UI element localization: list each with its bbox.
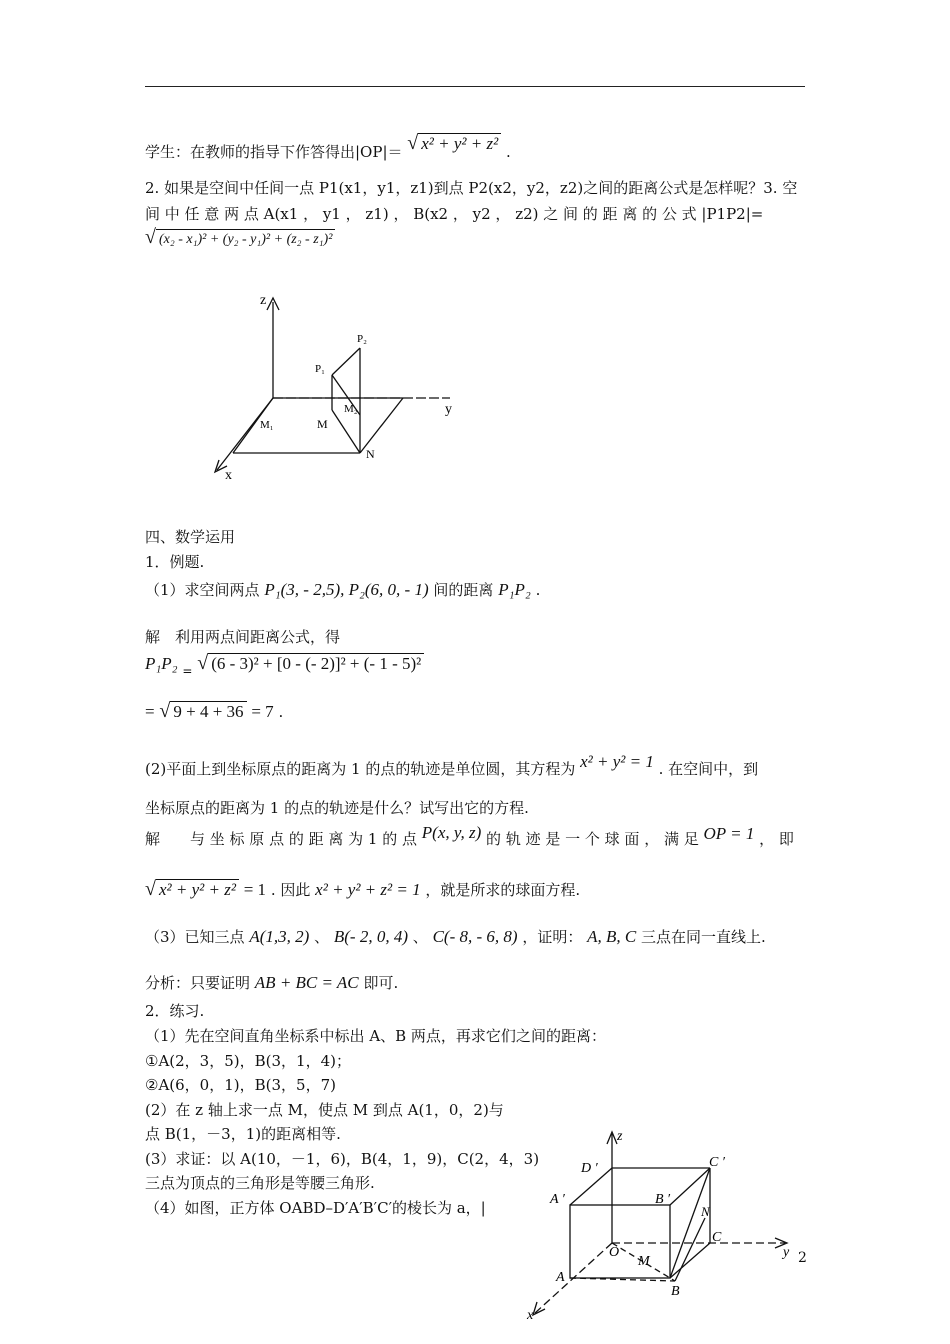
solution-1-result: = √ 9 + 4 + 36 = 7 . — [145, 700, 284, 722]
cube-y-label: y — [783, 1245, 790, 1260]
practice-2b: 点 B(1，－3，1)的距离相等. — [145, 1125, 341, 1143]
cube-x-label: x — [527, 1308, 534, 1323]
solution-1-lead: 解 利用两点间距离公式，得 — [145, 628, 341, 646]
question-2-line1: 2. 如果是空间中任间一点 P1(x1，y1，z1)到点 P2(x2，y2，z2)之间的距离公式是怎样呢？3. 空 — [145, 179, 798, 197]
point-p1-label: P₁ — [315, 363, 325, 375]
example-heading: 1．例题. — [145, 553, 205, 571]
vertex-b-prime-label: B ′ — [655, 1192, 671, 1207]
practice-heading: 2．练习. — [145, 1002, 205, 1020]
vertex-b-label: B — [671, 1284, 680, 1299]
cube-z-label: z — [617, 1129, 623, 1144]
z-axis-label: z — [260, 293, 267, 308]
point-p2-label: P₂ — [357, 333, 367, 345]
question-2-line2: 间 中 任 意 两 点 A(x1 ， y1 ， z1) ， B(x2 ， y2 ， z2) 之 间 的 距 离 的 公 式 |P1P2|= — [145, 205, 764, 223]
vertex-c-label: C — [712, 1230, 722, 1245]
solution-2-line2: √ x² + y² + z² = 1 . 因此 x² + y² + z² = 1 ，就是所求的球面方程. — [145, 878, 581, 900]
section-title: 四、数学运用 — [145, 528, 236, 546]
practice-3b: 三点为顶点的三角形是等腰三角形. — [145, 1174, 375, 1192]
point-n-cube-label: N — [701, 1204, 710, 1219]
point-n-label: N — [366, 447, 375, 461]
practice-2a: (2）在 z 轴上求一点 M，使点 M 到点 A(1，0，2)与 — [145, 1101, 504, 1119]
coordinate-figure-1 — [205, 290, 465, 490]
example-2-line2: 坐标原点的距离为 1 的点的轨迹是什么？试写出它的方程. — [145, 799, 529, 817]
point-m-label: M — [317, 417, 328, 431]
practice-1a: ①A(2，3，5)，B(3，1，4)； — [145, 1052, 351, 1070]
cube-figure — [525, 1128, 805, 1328]
vertex-c-prime-label: C ′ — [709, 1155, 725, 1170]
page-number: 2 — [798, 1250, 807, 1266]
y-axis-label: y — [445, 402, 452, 417]
practice-1: （1）先在空间直角坐标系中标出 A、B 两点，再求它们之间的距离： — [145, 1027, 606, 1045]
student-line: 学生：在教师的指导下作答得出|OP|＝ √ x² + y² + z² . — [145, 132, 511, 161]
example-1: （1）求空间两点 P₁(3, - 2,5), P₂(6, 0, - 1) 间的距离 P₁P₂ . — [145, 580, 541, 599]
solution-2-line1: 解 与 坐 标 原 点 的 距 离 为 1 的 点 P(x, y, z) 的 轨 迹 是 一 个 球 面 ， 满 足 OP = 1 ， 即 — [145, 823, 794, 848]
example-3: （3）已知三点 A(1,3, 2) 、 B(- 2, 0, 4) 、 C(- 8, - 6, 8) ，证明： A, B, C 三点在同一直线上. — [145, 927, 766, 946]
point-m1-label: M₁ — [260, 419, 274, 431]
point-m2-label: M₂ — [344, 403, 358, 415]
vertex-a-label: A — [556, 1270, 565, 1285]
analysis-line: 分析：只要证明 AB + BC = AC 即可. — [145, 973, 399, 992]
origin-o-label: O — [609, 1245, 620, 1260]
point-m-cube-label: M — [638, 1254, 650, 1269]
vertex-a-prime-label: A ′ — [550, 1192, 565, 1207]
practice-1b: ②A(6，0，1)，B(3，5，7) — [145, 1076, 336, 1094]
example-2-line1: (2)平面上到坐标原点的距离为 1 的点的轨迹是单位圆，其方程为 x² + y² = 1 . 在空间中，到 — [145, 752, 759, 778]
x-axis-label: x — [225, 468, 232, 483]
solution-1-formula: P₁P₂ $_=$ √ (6 - 3)² + [0 - (- 2)]² + (- 1 - 5)² — [145, 652, 424, 675]
practice-3a: (3）求证：以 A(10，－1，6)，B(4，1，9)，C(2，4，3) — [145, 1150, 540, 1168]
practice-4: （4）如图，正方体 OABD–D′A′B′C′的棱长为 a，| — [145, 1199, 486, 1217]
vertex-d-prime-label: D ′ — [581, 1161, 598, 1176]
header-rule — [145, 86, 805, 87]
distance-formula: √ (x₂ - x₁)² + (y₂ - y₁)² + (z₂ - z₁)² — [145, 226, 335, 250]
